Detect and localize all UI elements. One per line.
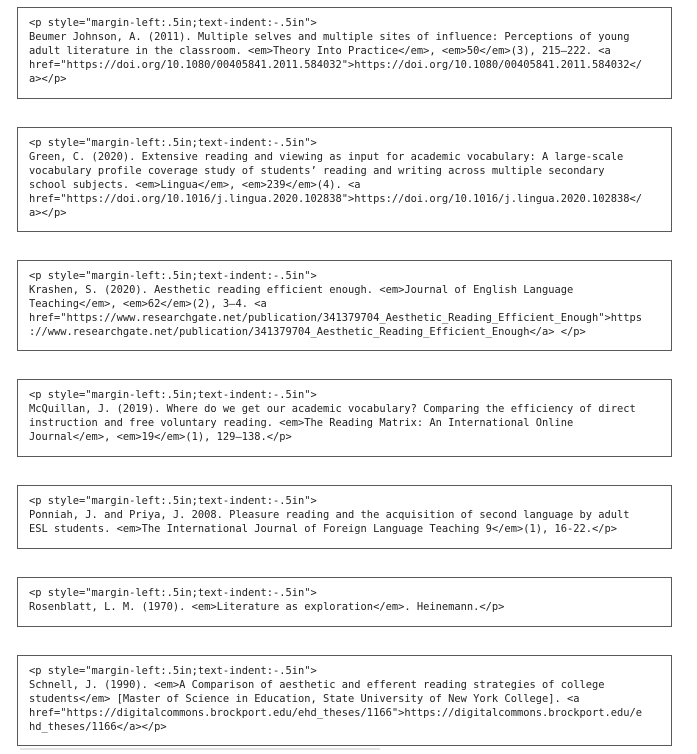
code-block-krashen[interactable] xyxy=(17,260,672,351)
code-line: ://www.researchgate.net/publication/341379704_Aesthetic_Reading_Efficient_Enough</a> </p> xyxy=(29,326,586,338)
code-block-ponniah[interactable] xyxy=(17,485,672,549)
code-block-beumer[interactable] xyxy=(17,7,672,99)
horizontal-scrollbar-track xyxy=(20,748,380,750)
code-line: <p style="margin-left:.5in;text-indent:-.5in"> xyxy=(29,389,317,401)
code-line: vocabulary profile coverage study of students’ reading and writing across multiple secondary xyxy=(29,165,605,177)
code-line: hd_theses/1166</a></p> xyxy=(29,721,167,733)
code-block-schnell[interactable] xyxy=(17,655,672,746)
code-line: href="https://doi.org/10.1016/j.lingua.2020.102838">https://doi.org/10.1016/j.lingua.2020.102838</ xyxy=(29,193,643,205)
code-line: Beumer Johnson, A. (2011). Multiple selves and multiple sites of influence: Perceptions of young xyxy=(29,31,630,43)
code-line: Krashen, S. (2020). Aesthetic reading efficient enough. <em>Journal of English Language xyxy=(29,284,574,296)
code-line: ESL students. <em>The International Journal of Foreign Language Teaching 9</em>(1), 16-22.</p> xyxy=(29,523,618,535)
code-line: students</em> [Master of Science in Education, State University of New York College]. <a xyxy=(29,693,580,705)
code-block-mcquillan[interactable] xyxy=(17,379,672,457)
code-block-green[interactable] xyxy=(17,127,672,232)
code-line: a></p> xyxy=(29,207,67,219)
code-line: <p style="margin-left:.5in;text-indent:-.5in"> xyxy=(29,587,317,599)
code-line: adult literature in the classroom. <em>Theory Into Practice</em>, <em>50</em>(3), 215–222. <a xyxy=(29,45,611,57)
code-line: Schnell, J. (1990). <em>A Comparison of aesthetic and efferent reading strategies of college xyxy=(29,679,605,691)
code-line: href="https://doi.org/10.1080/00405841.2011.584032">https://doi.org/10.1080/00405841.2011.584032</ xyxy=(29,59,643,71)
code-line: instruction and free voluntary reading. <em>The Reading Matrix: An International Online xyxy=(29,417,574,429)
code-line: <p style="margin-left:.5in;text-indent:-.5in"> xyxy=(29,495,317,507)
code-line: <p style="margin-left:.5in;text-indent:-.5in"> xyxy=(29,17,317,29)
code-line: href="https://www.researchgate.net/publication/341379704_Aesthetic_Reading_Efficient_Enough">https xyxy=(29,312,643,324)
code-line: Teaching</em>, <em>62</em>(2), 3–4. <a xyxy=(29,298,267,310)
code-line: <p style="margin-left:.5in;text-indent:-.5in"> xyxy=(29,665,317,677)
code-line: school subjects. <em>Lingua</em>, <em>239</em>(4). <a xyxy=(29,179,361,191)
code-line: a></p> xyxy=(29,73,67,85)
code-line: Green, C. (2020). Extensive reading and viewing as input for academic vocabulary: A large-scale xyxy=(29,151,624,163)
code-line: Rosenblatt, L. M. (1970). <em>Literature as exploration</em>. Heinemann.</p> xyxy=(29,601,505,613)
code-line: <p style="margin-left:.5in;text-indent:-.5in"> xyxy=(29,137,317,149)
code-line: <p style="margin-left:.5in;text-indent:-.5in"> xyxy=(29,270,317,282)
code-block-rosenblatt[interactable] xyxy=(17,577,672,627)
code-line: href="https://digitalcommons.brockport.edu/ehd_theses/1166">https://digitalcommons.brockport.edu/e xyxy=(29,707,643,719)
code-line: McQuillan, J. (2019). Where do we get our academic vocabulary? Comparing the efficiency of direct xyxy=(29,403,636,415)
code-line: Journal</em>, <em>19</em>(1), 129–138.</p> xyxy=(29,431,292,443)
code-line: Ponniah, J. and Priya, J. 2008. Pleasure reading and the acquisition of second language by adult xyxy=(29,509,630,521)
